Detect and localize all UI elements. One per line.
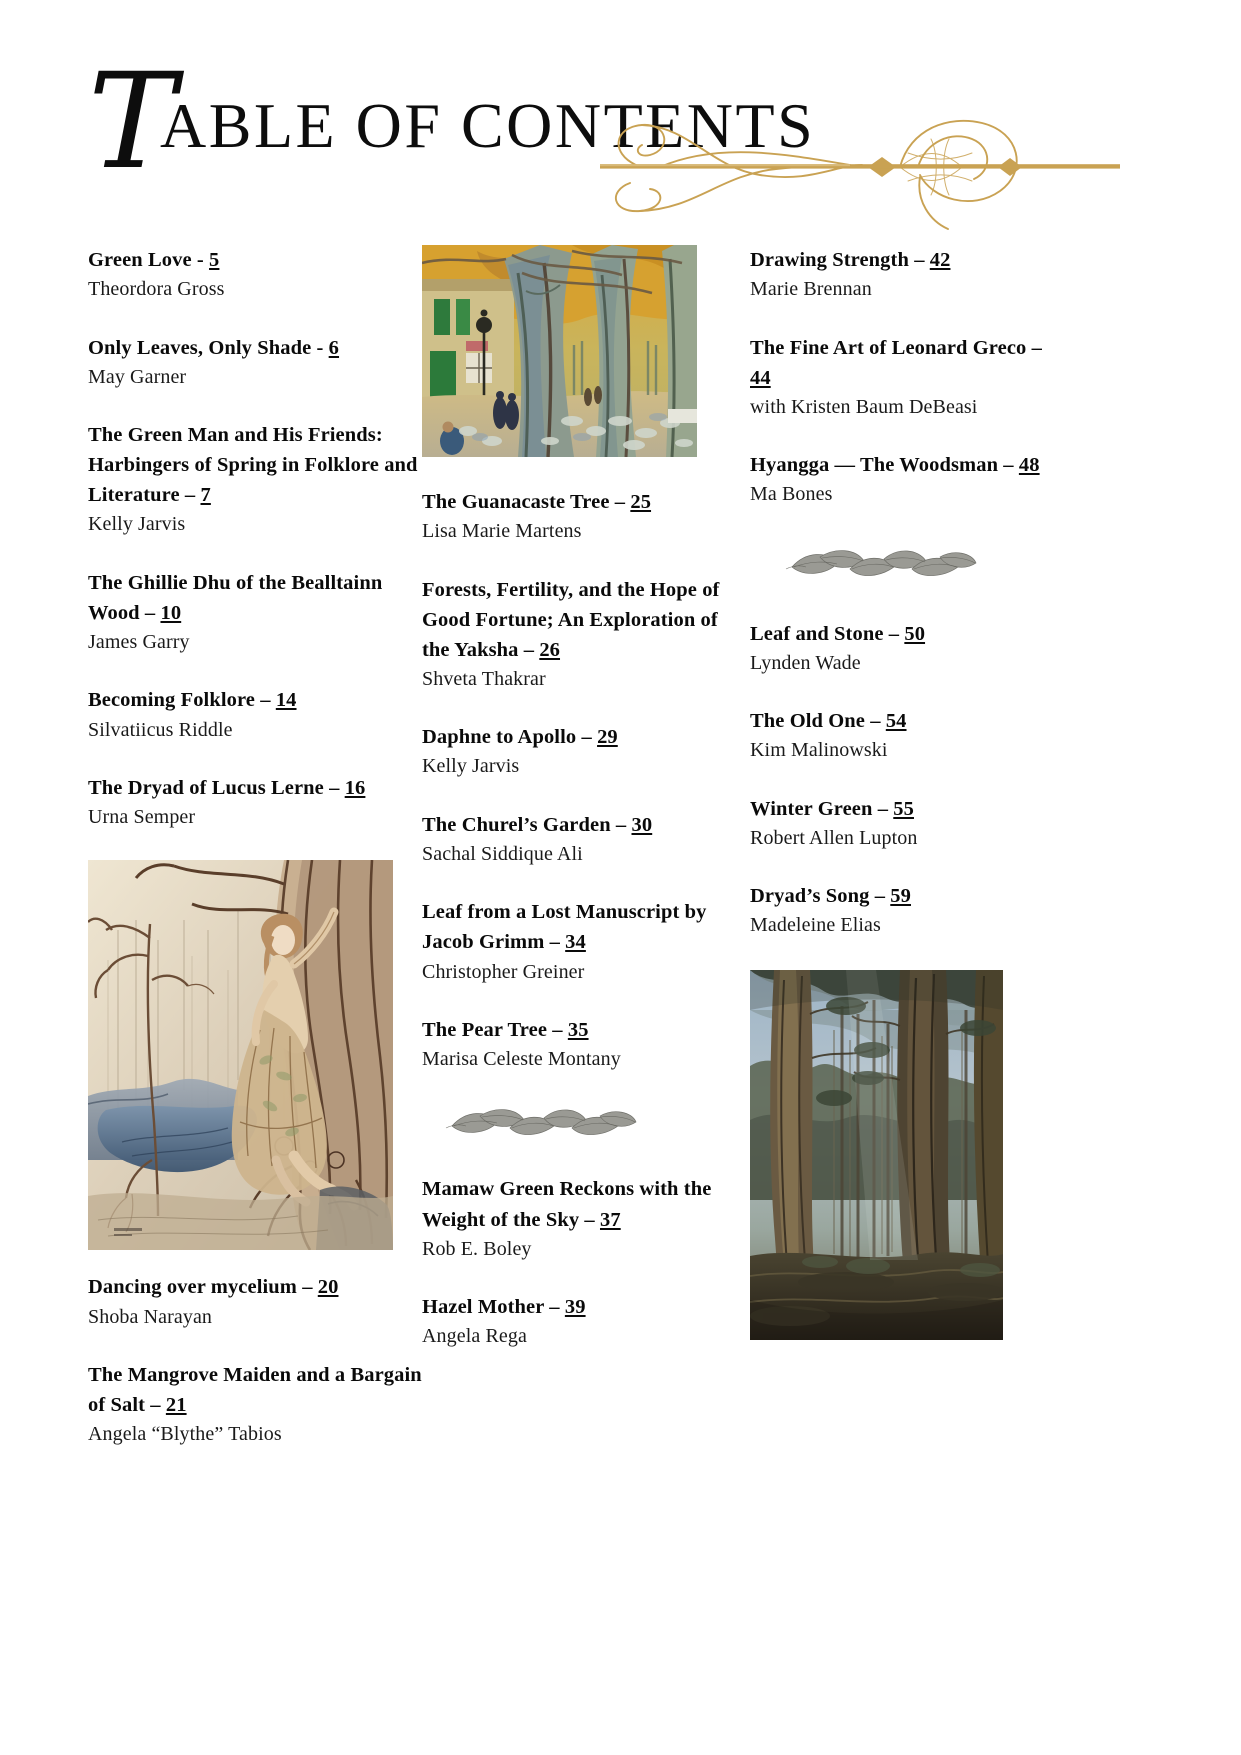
toc-entry-title[interactable] xyxy=(88,773,423,803)
toc-entry[interactable] xyxy=(750,245,1050,304)
toc-entry[interactable] xyxy=(750,333,1050,422)
toc-entry-title[interactable] xyxy=(750,619,1050,649)
toc-entry-title[interactable] xyxy=(422,1015,727,1045)
toc-entry-title-text: The Fine Art of Leonard Greco – xyxy=(750,336,1042,359)
toc-entry[interactable] xyxy=(88,568,423,657)
toc-entry-title-text: Dancing over mycelium – xyxy=(88,1276,318,1299)
toc-entry-title[interactable] xyxy=(750,333,1050,393)
toc-entry[interactable] xyxy=(750,450,1050,509)
toc-columns xyxy=(0,245,1241,1755)
toc-entry-page-number[interactable]: 6 xyxy=(328,336,340,359)
toc-entry-author: Sachal Siddique Ali xyxy=(422,842,583,865)
toc-entry-title-text: Forests, Fertility, and the Hope of Good Fortune; An Exploration of the Yaksha – xyxy=(422,578,720,661)
toc-entry-title[interactable] xyxy=(88,245,423,275)
toc-entry-title[interactable] xyxy=(750,794,1050,824)
toc-entry-title-text: Hazel Mother – xyxy=(422,1296,565,1319)
toc-entry-title[interactable] xyxy=(422,897,727,957)
toc-entry-title-text: The Mangrove Maiden and a Bargain of Salt – xyxy=(88,1363,422,1417)
toc-entry-author: May Garner xyxy=(88,365,187,388)
toc-entry-author: Urna Semper xyxy=(88,806,196,829)
toc-entry-author: Lynden Wade xyxy=(750,651,861,674)
title-text: ABLE OF CONTENTS xyxy=(160,90,816,161)
toc-entry[interactable] xyxy=(422,1292,727,1351)
toc-entry[interactable] xyxy=(88,420,423,539)
toc-entry-title[interactable] xyxy=(422,487,727,517)
toc-column-1 xyxy=(88,245,423,1478)
toc-entry-title-text: Only Leaves, Only Shade - xyxy=(88,336,329,359)
toc-entry-title[interactable] xyxy=(750,450,1050,480)
title-swash-letter: T xyxy=(88,45,177,199)
toc-entry-title-text: Drawing Strength – xyxy=(750,249,930,271)
toc-entry-author: Silvatiicus Riddle xyxy=(88,718,233,741)
toc-entry-page-number[interactable]: 42 xyxy=(929,249,951,271)
toc-entry-title-text: The Churel’s Garden – xyxy=(422,813,632,836)
toc-entry-title-text: Leaf from a Lost Manuscript by Jacob Grimm – xyxy=(422,901,707,954)
toc-entry-title[interactable] xyxy=(422,575,727,665)
toc-entry-title[interactable] xyxy=(422,1292,727,1322)
toc-entry-title-text: The Guanacaste Tree – xyxy=(422,491,631,513)
toc-entry-page-number[interactable]: 25 xyxy=(630,491,652,513)
toc-entry-author: Robert Allen Lupton xyxy=(750,826,918,849)
toc-entry-page-number[interactable]: 59 xyxy=(890,885,911,908)
toc-entry[interactable] xyxy=(422,487,727,546)
grey-leaf-cluster-ornament xyxy=(440,1102,640,1144)
toc-entry-page-number[interactable]: 48 xyxy=(1018,454,1040,477)
toc-entry-title[interactable] xyxy=(88,1360,423,1420)
toc-entry[interactable] xyxy=(422,1015,727,1074)
toc-entry-title[interactable] xyxy=(750,881,1050,911)
artwork-rackham-dryad-watercolor xyxy=(88,860,393,1250)
toc-entry[interactable] xyxy=(422,1174,727,1263)
toc-entry-title-text: Green Love - xyxy=(88,249,210,271)
toc-entry[interactable] xyxy=(422,722,727,781)
toc-entry-title[interactable] xyxy=(88,568,423,628)
toc-entry-title[interactable] xyxy=(88,1272,423,1302)
toc-entry-author: James Garry xyxy=(88,631,190,654)
toc-entry-title-text: Dryad’s Song – xyxy=(750,885,891,908)
toc-entry-title[interactable] xyxy=(422,810,727,840)
toc-entry-page-number[interactable]: 30 xyxy=(631,813,653,836)
toc-entry-title[interactable] xyxy=(88,420,423,510)
toc-entry-title-text: Daphne to Apollo – xyxy=(422,726,598,749)
toc-entry-page-number[interactable]: 21 xyxy=(165,1394,187,1417)
masthead xyxy=(0,0,1241,245)
toc-entry[interactable] xyxy=(88,773,423,832)
toc-entry-title-text: Leaf and Stone – xyxy=(750,622,905,645)
toc-entry-page-number[interactable]: 5 xyxy=(209,249,220,271)
toc-entry[interactable] xyxy=(750,881,1050,940)
toc-entry-author: Rob E. Boley xyxy=(422,1237,532,1260)
toc-entry-page-number[interactable]: 16 xyxy=(344,776,366,799)
toc-entry[interactable] xyxy=(88,685,423,744)
toc-entry-title-text: Mamaw Green Reckons with the Weight of the Sky – xyxy=(422,1178,712,1231)
toc-entry-author: Lisa Marie Martens xyxy=(422,520,582,543)
toc-entry-page-number[interactable]: 29 xyxy=(597,726,618,749)
toc-entry-title-text: Becoming Folklore – xyxy=(88,689,276,712)
toc-entry-author: Shveta Thakrar xyxy=(422,667,546,690)
toc-entry-page-number[interactable]: 35 xyxy=(567,1018,589,1041)
toc-entry-page-number[interactable]: 39 xyxy=(564,1296,586,1319)
toc-entry-title[interactable] xyxy=(750,245,1050,275)
toc-entry[interactable] xyxy=(88,1272,423,1331)
toc-entry-author: Theordora Gross xyxy=(88,278,225,301)
toc-entry[interactable] xyxy=(88,1360,423,1449)
grey-leaf-cluster-ornament xyxy=(780,543,980,585)
toc-entry-page-number[interactable]: 55 xyxy=(893,797,914,820)
toc-entry[interactable] xyxy=(750,794,1050,853)
toc-entry-title-text: The Old One – xyxy=(750,710,886,733)
toc-entry-page-number[interactable]: 34 xyxy=(565,931,586,954)
gold-scroll-flourish-ornament xyxy=(600,105,1120,230)
toc-entry[interactable] xyxy=(750,706,1050,765)
toc-entry-title-text: The Ghillie Dhu of the Bealltainn Wood – xyxy=(88,571,383,624)
toc-entry-author: Angela Rega xyxy=(422,1325,527,1348)
toc-column-2 xyxy=(422,245,727,1380)
toc-entry-author: Ma Bones xyxy=(750,483,833,506)
toc-entry-author: Marisa Celeste Montany xyxy=(422,1048,621,1071)
toc-entry[interactable] xyxy=(88,333,423,392)
toc-entry-title-text: The Pear Tree – xyxy=(422,1018,568,1041)
toc-entry[interactable] xyxy=(88,245,423,304)
toc-entry-author: Kelly Jarvis xyxy=(422,755,520,778)
toc-entry-title[interactable] xyxy=(88,333,423,363)
toc-entry[interactable] xyxy=(422,575,727,694)
toc-entry-author: Angela “Blythe” Tabios xyxy=(88,1423,282,1446)
toc-entry-title-text: Hyangga — The Woodsman – xyxy=(750,454,1019,477)
toc-entry-title-text: Winter Green – xyxy=(750,797,894,820)
toc-entry-page-number[interactable]: 10 xyxy=(160,601,182,624)
toc-entry-page-number[interactable]: 26 xyxy=(539,638,561,661)
toc-entry-author: Kelly Jarvis xyxy=(88,513,186,536)
artwork-van-gogh-plane-trees xyxy=(422,245,697,457)
toc-column-3 xyxy=(750,245,1050,1340)
toc-entry-page-number[interactable]: 7 xyxy=(200,484,211,507)
toc-entry[interactable] xyxy=(422,897,727,986)
toc-entry-page-number[interactable]: 44 xyxy=(750,366,771,389)
toc-entry[interactable] xyxy=(422,810,727,869)
toc-entry-page-number[interactable]: 37 xyxy=(599,1208,621,1231)
toc-entry-title[interactable] xyxy=(750,706,1050,736)
toc-entry-page-number[interactable]: 20 xyxy=(317,1276,339,1299)
toc-entry-title[interactable] xyxy=(422,1174,727,1234)
toc-entry-title-text: The Dryad of Lucus Lerne – xyxy=(88,776,345,799)
toc-entry-author: Christopher Greiner xyxy=(422,960,585,983)
toc-entry-author: Shoba Narayan xyxy=(88,1305,213,1328)
toc-entry-author: Kim Malinowski xyxy=(750,739,888,762)
toc-entry-title[interactable] xyxy=(88,685,423,715)
toc-entry-title[interactable] xyxy=(422,722,727,752)
artwork-bierstadt-redwood-forest xyxy=(750,970,1003,1340)
toc-entry-author: Marie Brennan xyxy=(750,278,872,301)
toc-entry-title-text: The Green Man and His Friends: Harbingers of Spring in Folklore and Literature – xyxy=(88,424,418,507)
toc-entry-page-number[interactable]: 14 xyxy=(275,689,297,712)
toc-entry[interactable] xyxy=(750,619,1050,678)
toc-entry-page-number[interactable]: 54 xyxy=(885,710,907,733)
toc-entry-author: Madeleine Elias xyxy=(750,914,881,937)
toc-entry-page-number[interactable]: 50 xyxy=(904,622,926,645)
toc-entry-author: with Kristen Baum DeBeasi xyxy=(750,395,978,418)
